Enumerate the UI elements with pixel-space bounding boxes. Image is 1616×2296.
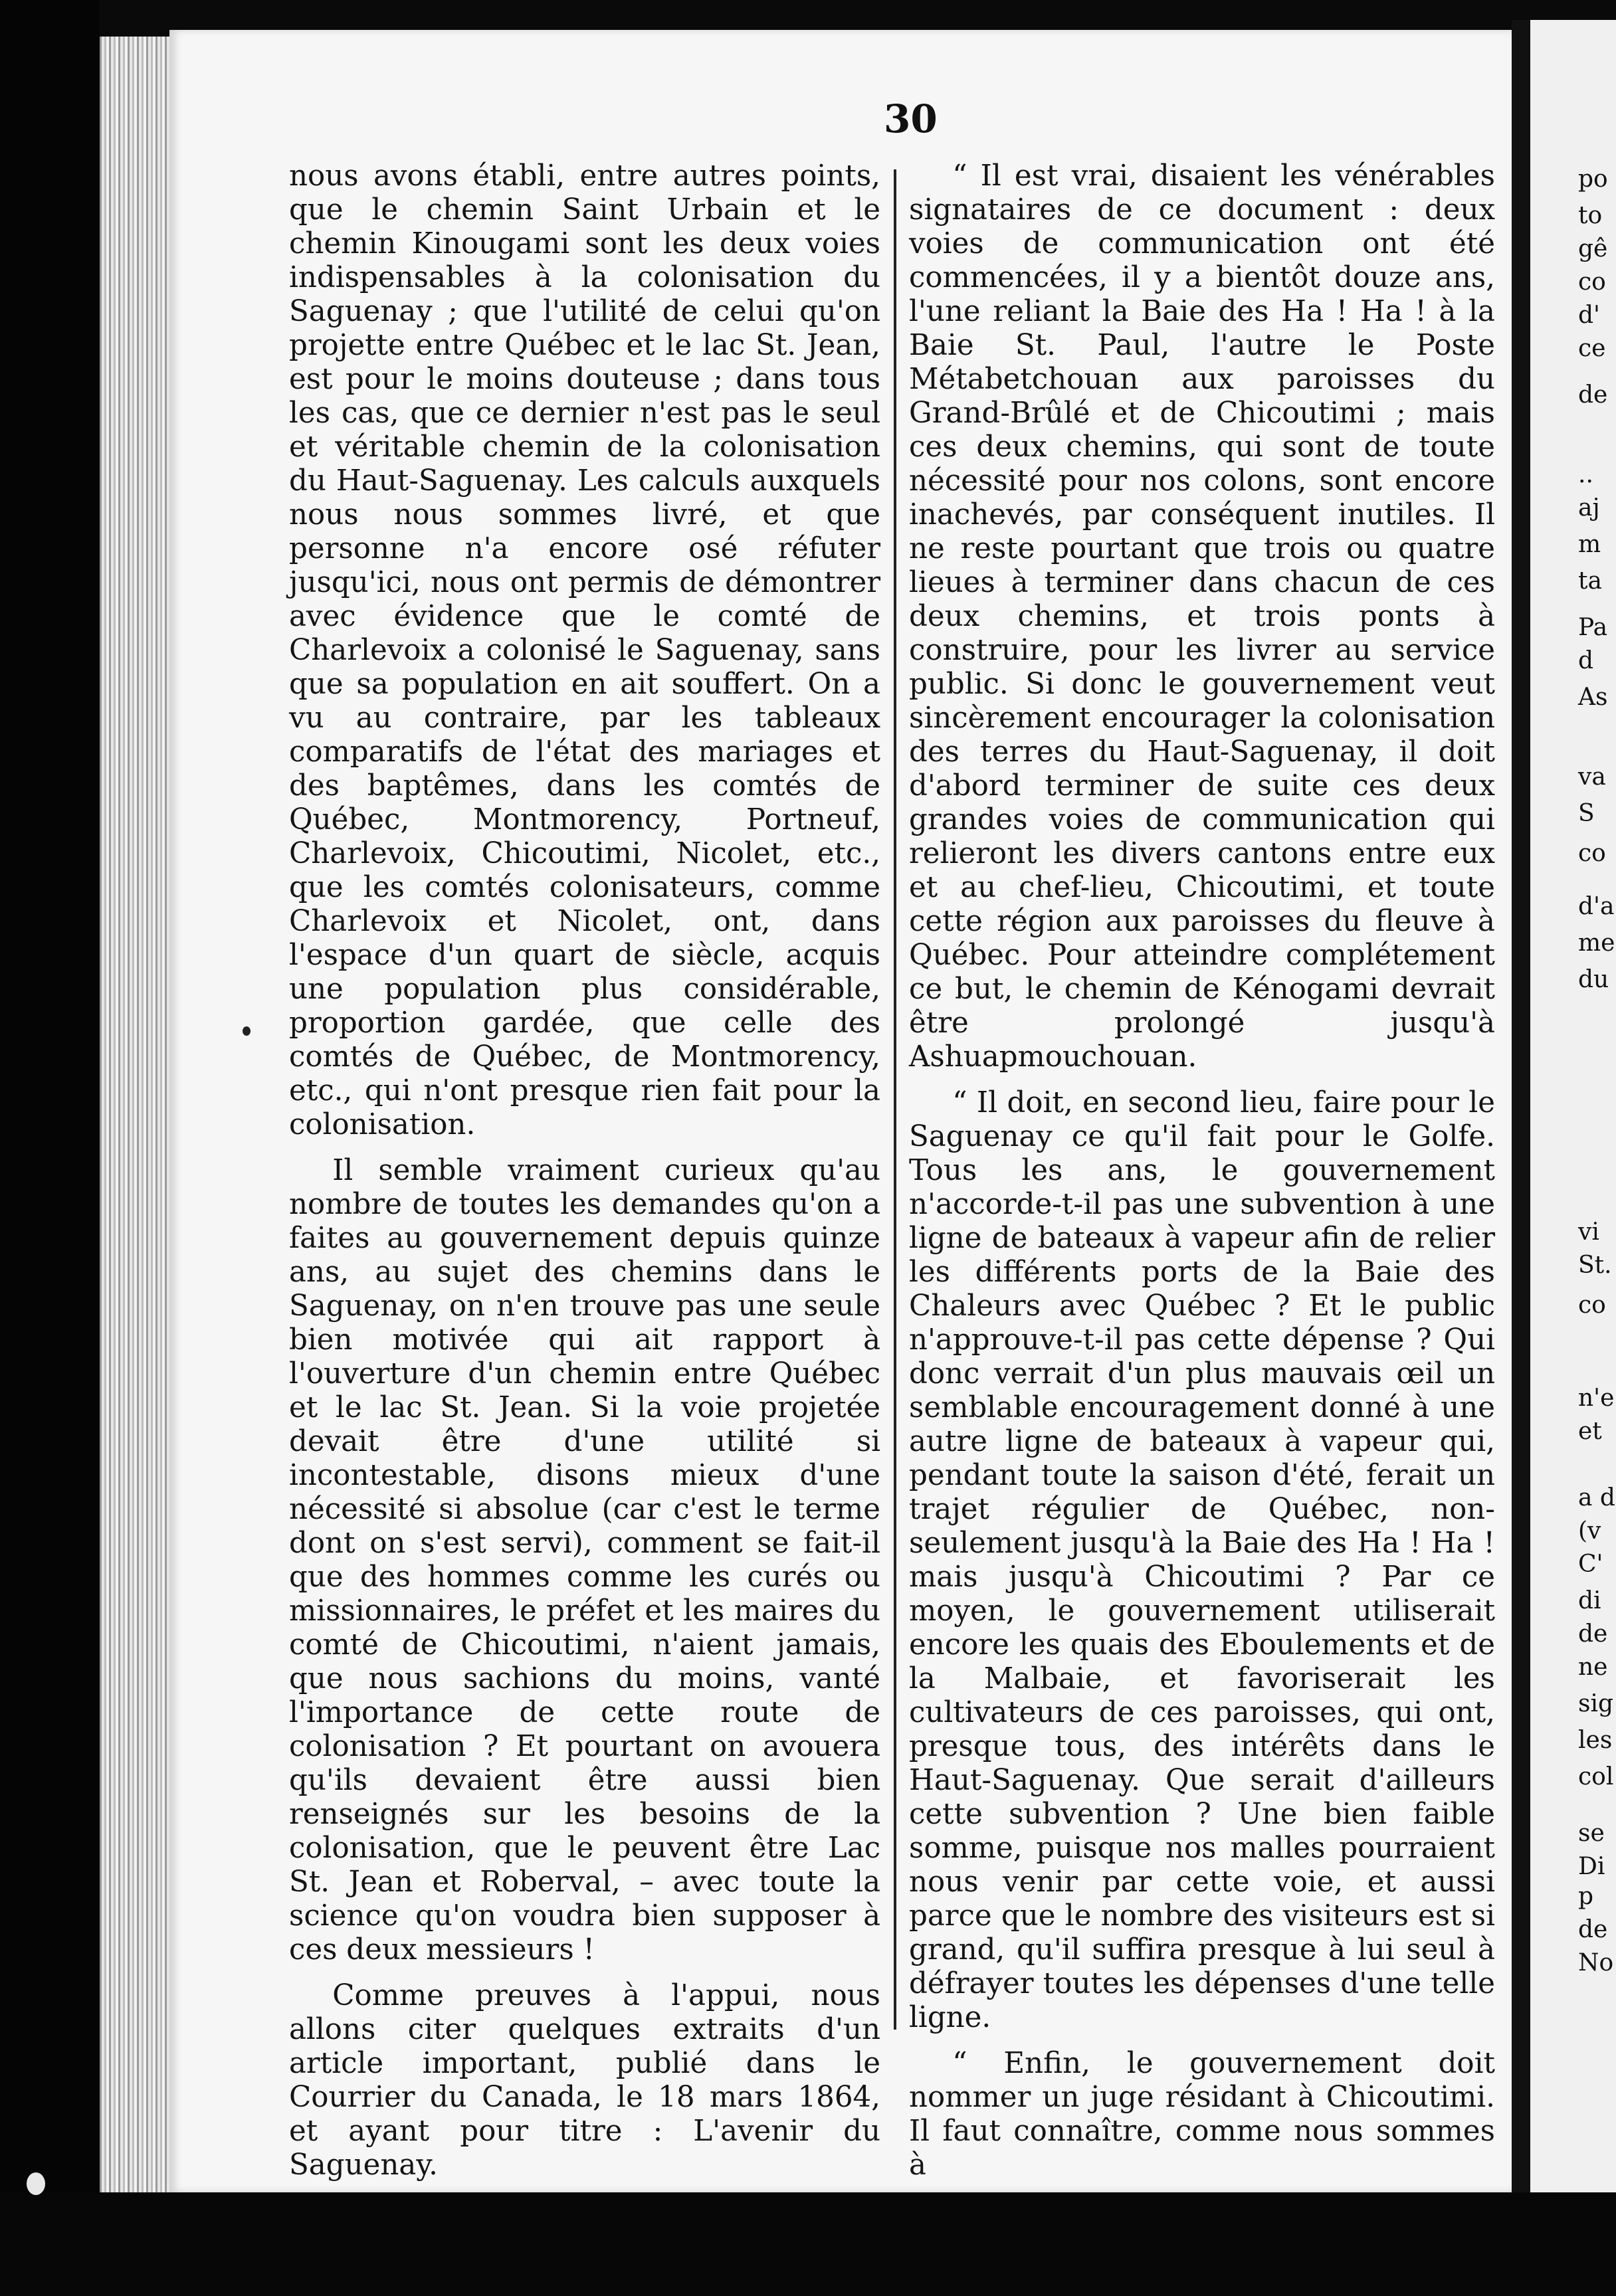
next-page-fragment xyxy=(1530,20,1616,2192)
next-page-text-fragment: (v xyxy=(1578,1517,1601,1545)
next-page-text-fragment: et xyxy=(1578,1418,1602,1445)
left-paragraph-3: Comme preuves à l'appui, nous allons citer quelques extraits d'un article important, publié dans le Courrier du Canada, le 18 mars 1864, et ayant pour titre : L'avenir du Saguenay. xyxy=(289,1979,880,2182)
next-page-text-fragment: d'a xyxy=(1578,893,1615,920)
next-page-text-fragment: C' xyxy=(1578,1551,1603,1578)
next-page-text-fragment: ce xyxy=(1578,335,1606,362)
next-page-text-fragment: No xyxy=(1578,1949,1614,1976)
left-column xyxy=(289,159,880,2182)
next-page-text-fragment: sig xyxy=(1578,1690,1614,1717)
book-page-edges xyxy=(100,37,173,2192)
next-page-text-fragment: p xyxy=(1578,1883,1594,1910)
next-page-text-fragment: ta xyxy=(1578,567,1602,595)
right-paragraph-3: “ Enfin, le gouvernement doit nommer un juge résidant à Chicoutimi. Il faut connaître, comme nous sommes à xyxy=(909,2047,1495,2182)
right-paragraph-1: “ Il est vrai, disaient les vénérables signataires de ce document : deux voies de communication ont été commencées, il y a bientôt douze ans, l'une reliant la Baie des Ha ! Ha ! à la Baie St. Paul, l'autre le Poste Métabetchouan aux paroisses du Grand-Brûlé et de Chicoutimi ; mais ces deux chemins, qui sont de toute nécessité pour nos colons, sont encore inachevés, par conséquent inutiles. Il ne reste pourtant que trois ou quatre lieues à terminer dans chacun de ces deux chemins, et trois ponts à construire, pour les livrer au service public. Si donc le gouvernement veut sincèrement encourager la colonisation des terres du Haut-Saguenay, il doit d'abord terminer de suite ces deux grandes voies de communication qui relieront les divers cantons entre eux et au chef-lieu, Chicoutimi, et toute cette région aux paroisses du fleuve à Québec. Pour atteindre complétement ce but, le chemin de Kénogami devrait être prolongé jusqu'à Ashuapmouchouan. xyxy=(909,159,1495,1074)
next-page-text-fragment: me xyxy=(1578,929,1615,957)
next-page-text-fragment: .. xyxy=(1578,461,1593,488)
next-page-text-fragment: a d xyxy=(1578,1484,1615,1511)
next-page-text-fragment: po xyxy=(1578,165,1608,193)
next-page-text-fragment: de xyxy=(1578,381,1608,409)
next-page-text-fragment: col xyxy=(1578,1763,1614,1790)
right-column xyxy=(909,159,1495,2182)
next-page-text-fragment: co xyxy=(1578,268,1606,296)
next-page-text-fragment: to xyxy=(1578,202,1603,229)
next-page-text-fragment: S xyxy=(1578,800,1595,827)
page-gutter xyxy=(1512,20,1530,2192)
right-paragraph-2: “ Il doit, en second lieu, faire pour le Saguenay ce qu'il fait pour le Golfe. Tous les ans, le gouvernement n'accorde-t-il pas une subvention à une ligne de bateaux à vapeur afin de relier les différents ports de la Baie des Chaleurs avec Québec ? Et le public n'approuve-t-il pas cette dépense ? Qui donc verrait d'un plus mauvais œil un semblable encouragement donné à une autre ligne de bateaux à vapeur qui, pendant toute la saison d'été, ferait un trajet régulier de Québec, non-seulement jusqu'à la Baie des Ha ! Ha ! mais jusqu'à Chicoutimi ? Par ce moyen, le gouvernement utiliserait encore les quais des Eboulements et de la Malbaie, et favoriserait les cultivateurs de ces paroisses, qui ont, presque tous, des intérêts dans le Haut-Saguenay. Que serait d'ailleurs cette subvention ? Une bien faible somme, puisque nos malles pourraient nous venir par cette voie, et aussi parce que le nombre des visiteurs est si grand, qu'il suffira presque à lui seul à défrayer toutes les dépenses d'une telle ligne. xyxy=(909,1086,1495,2034)
next-page-text-fragment: d xyxy=(1578,647,1594,674)
next-page-text-fragment: ne xyxy=(1578,1654,1608,1681)
next-page-text-fragment: aj xyxy=(1578,494,1600,522)
column-rule xyxy=(894,169,896,2030)
next-page-text-fragment: co xyxy=(1578,1292,1606,1319)
scan-border-left xyxy=(0,0,100,2296)
next-page-text-fragment: St. xyxy=(1578,1252,1612,1279)
next-page-text-fragment: de xyxy=(1578,1916,1608,1943)
next-page-text-fragment: di xyxy=(1578,1587,1601,1614)
next-page-text-fragment: Di xyxy=(1578,1853,1605,1880)
scan-speck xyxy=(27,2172,45,2195)
left-paragraph-2: Il semble vraiment curieux qu'au nombre de toutes les demandes qu'on a faites au gouvernement depuis quinze ans, au sujet des chemins dans le Saguenay, on n'en trouve pas une seule bien motivée qui ait rapport à l'ouverture d'un chemin entre Québec et le lac St. Jean. Si la voie projetée devait être d'une utilité si incontestable, disons mieux d'une nécessité si absolue (car c'est le terme dont on s'est servi), comment se fait-il que des hommes comme les curés ou missionnaires, le préfet et les maires du comté de Chicoutimi, n'aient jamais, que nous sachions du moins, vanté l'importance de cette route de colonisation ? Et pourtant on avouera qu'ils devaient être aussi bien renseignés sur les besoins de la colonisation, que le peuvent être Lac St. Jean et Roberval, – avec toute la science qu'on voudra bien supposer à ces deux messieurs ! xyxy=(289,1154,880,1966)
next-page-text-fragment: n'e xyxy=(1578,1385,1615,1412)
next-page-text-fragment: m xyxy=(1578,531,1601,558)
page-number: 30 xyxy=(884,96,938,142)
scan-speck xyxy=(243,1026,251,1036)
next-page-text-fragment: va xyxy=(1578,763,1606,791)
next-page-text-fragment: les xyxy=(1578,1727,1613,1754)
next-page-text-fragment: de xyxy=(1578,1620,1608,1648)
scan-border-bottom xyxy=(0,2192,1616,2296)
next-page-text-fragment: du xyxy=(1578,966,1609,993)
next-page-text-fragment: gê xyxy=(1578,235,1608,262)
next-page-text-fragment: As xyxy=(1578,684,1608,711)
next-page-text-fragment: co xyxy=(1578,840,1606,867)
next-page-text-fragment: se xyxy=(1578,1820,1605,1847)
next-page-text-fragment: Pa xyxy=(1578,614,1608,641)
next-page-text-fragment: vi xyxy=(1578,1218,1599,1246)
left-paragraph-1: nous avons établi, entre autres points, que le chemin Saint Urbain et le chemin Kinougami sont les deux voies indispensables à la colonisation du Saguenay ; que l'utilité de celui qu'on projette entre Québec et le lac St. Jean, est pour le moins douteuse ; dans tous les cas, que ce dernier n'est pas le seul et véritable chemin de la colonisation du Haut-Saguenay. Les calculs auxquels nous nous sommes livré, et que personne n'a encore osé réfuter jusqu'ici, nous ont permis de démontrer avec évidence que le comté de Charlevoix a colonisé le Saguenay, sans que sa population en ait souffert. On a vu au contraire, par les tableaux comparatifs de l'état des mariages et des baptêmes, dans les comtés de Québec, Montmorency, Portneuf, Charlevoix, Chicoutimi, Nicolet, etc., que les comtés colonisateurs, comme Charlevoix et Nicolet, ont, dans l'espace d'un quart de siècle, acquis une population plus considérable, proportion gardée, que celle des comtés de Québec, de Montmorency, etc., qui n'ont presque rien fait pour la colonisation. xyxy=(289,159,880,1141)
next-page-text-fragment: d' xyxy=(1578,302,1600,329)
